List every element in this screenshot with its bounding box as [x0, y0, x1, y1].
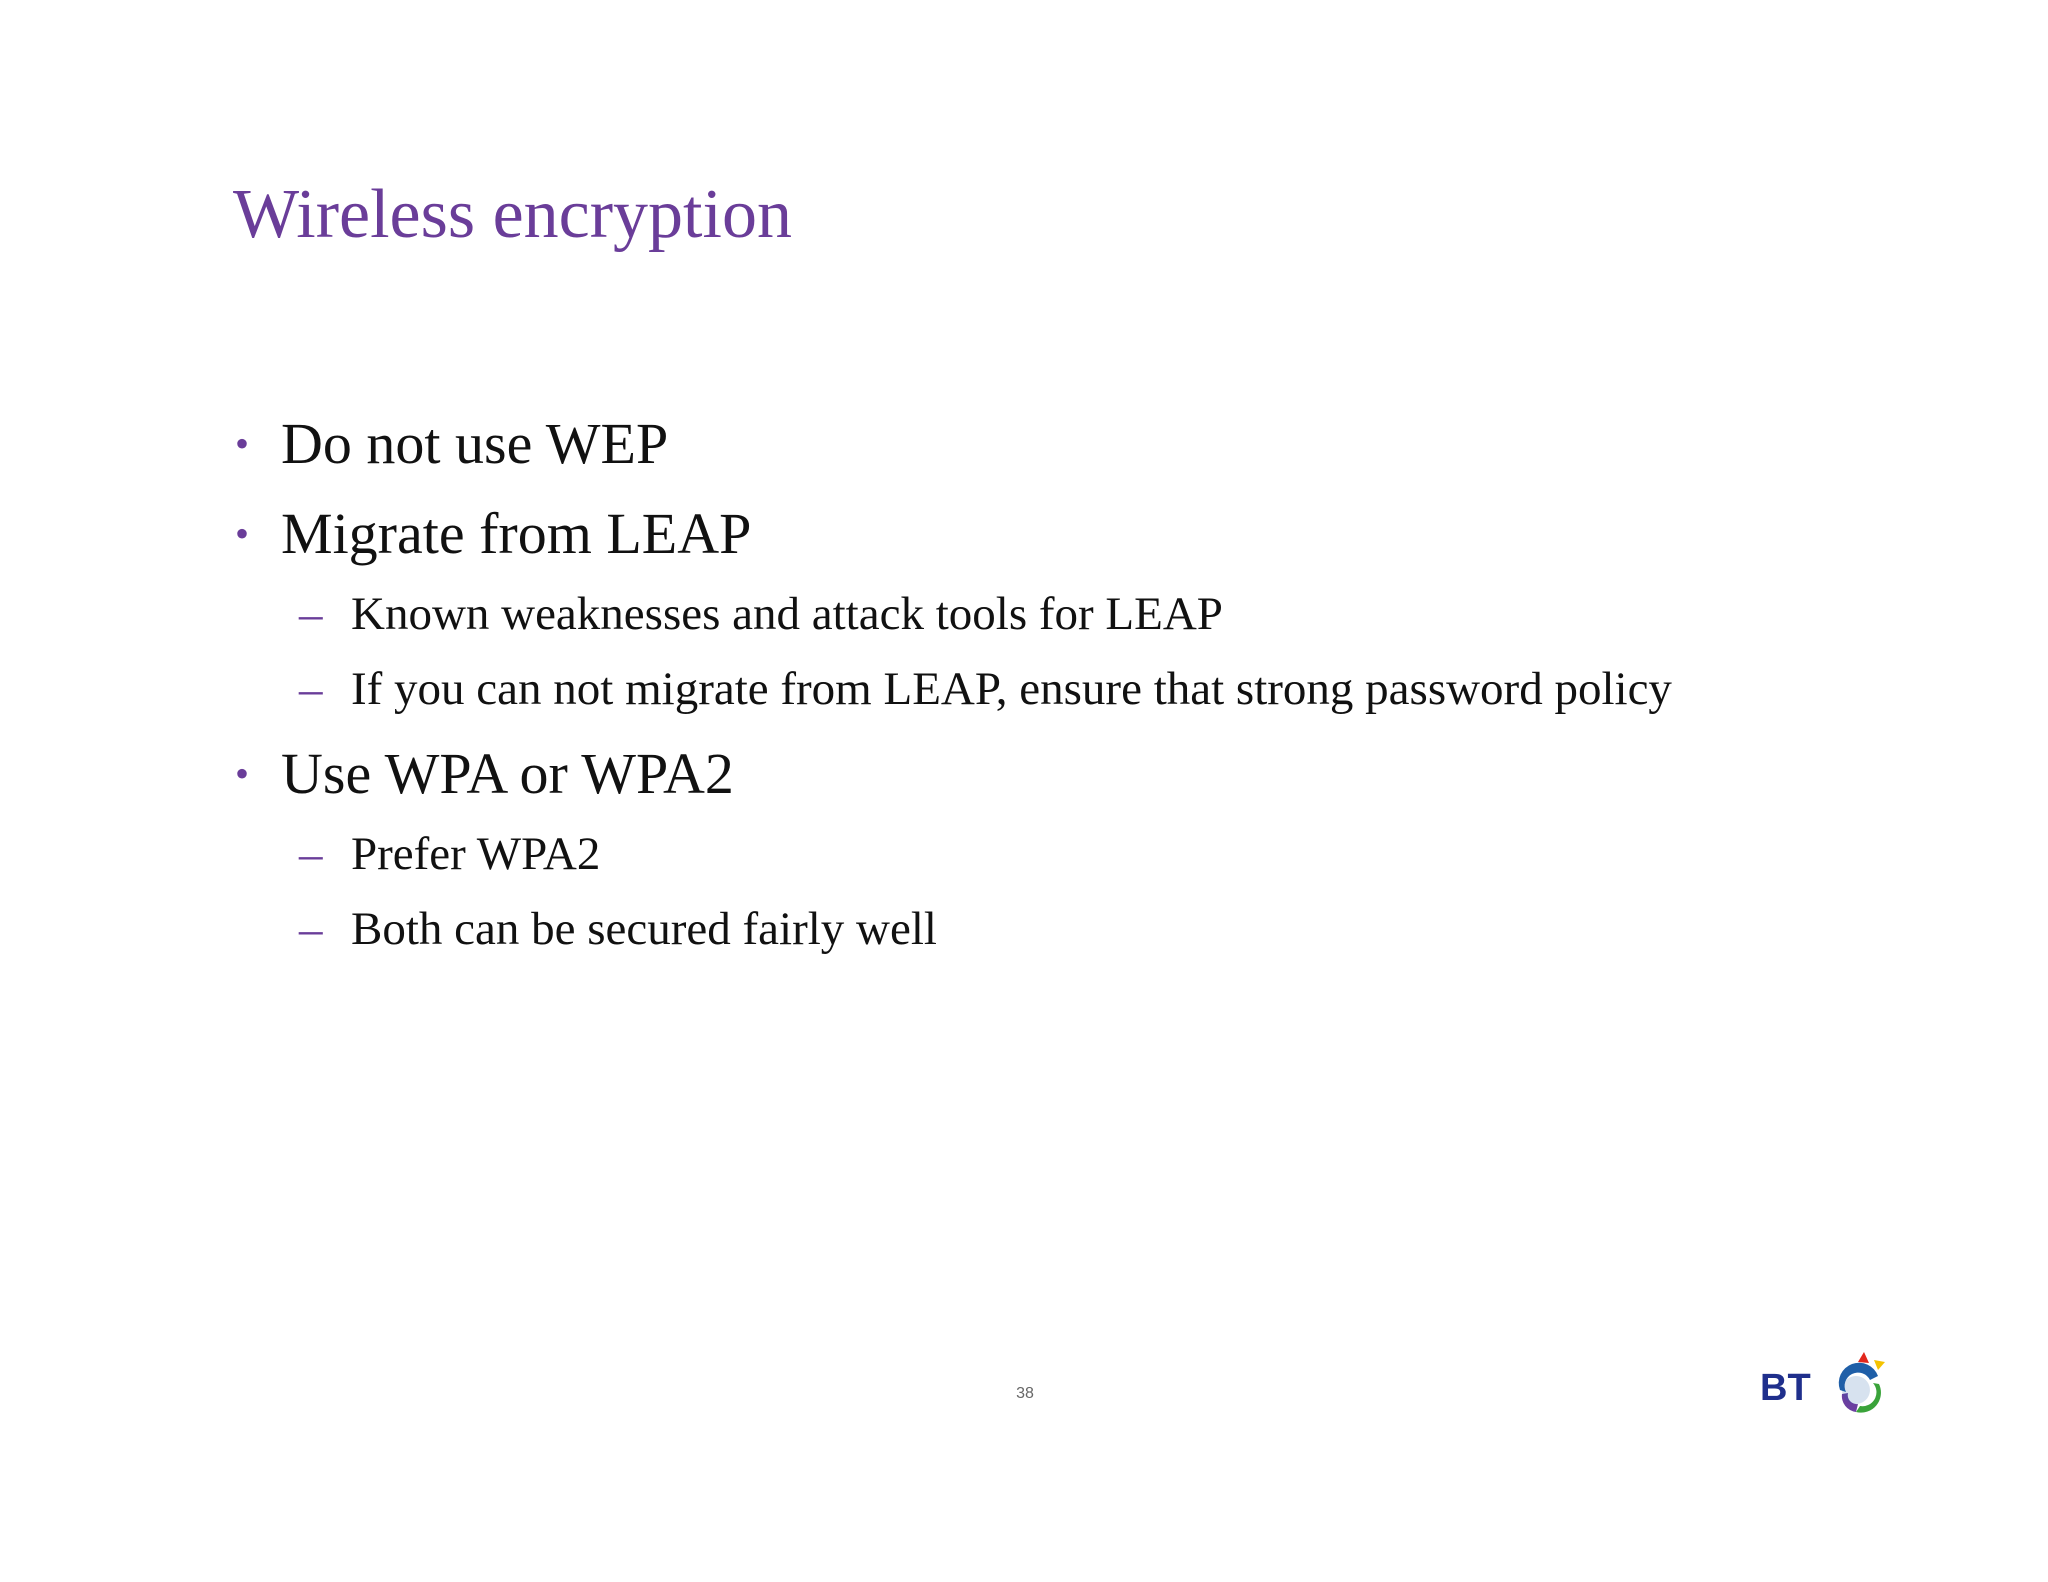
bt-piper-globe-icon — [1839, 1352, 1885, 1413]
bullet-text: Use WPA or WPA2 — [281, 741, 734, 806]
sub-bullet-text: Both can be secured fairly well — [351, 903, 937, 955]
sub-bullet-item — [299, 659, 1672, 719]
bt-logo — [1760, 1350, 1896, 1422]
sub-bullet-item — [299, 824, 601, 884]
bt-logo-text: BT — [1760, 1367, 1811, 1409]
page-number: 38 — [1016, 1385, 1034, 1402]
sub-bullet-marker: – — [299, 903, 323, 955]
bullet-marker: • — [235, 421, 250, 466]
sub-bullet-marker: – — [299, 828, 323, 880]
sub-bullet-text: If you can not migrate from LEAP, ensure that strong password policy — [351, 663, 1672, 715]
sub-bullet-marker: – — [299, 588, 323, 640]
sub-bullet-marker: – — [299, 663, 323, 715]
bullet-item — [235, 739, 734, 809]
sub-bullet-text: Prefer WPA2 — [351, 828, 601, 880]
sub-bullet-item — [299, 584, 1223, 644]
slide-title: Wireless encryption — [233, 176, 792, 253]
sub-bullet-item — [299, 899, 937, 959]
bullet-text: Migrate from LEAP — [281, 501, 752, 566]
bullet-item — [235, 499, 752, 569]
bullet-marker: • — [235, 751, 250, 796]
bullet-text: Do not use WEP — [281, 411, 669, 476]
bullet-item — [235, 409, 669, 479]
sub-bullet-text: Known weaknesses and attack tools for LEAP — [351, 588, 1223, 640]
bullet-marker: • — [235, 511, 250, 556]
